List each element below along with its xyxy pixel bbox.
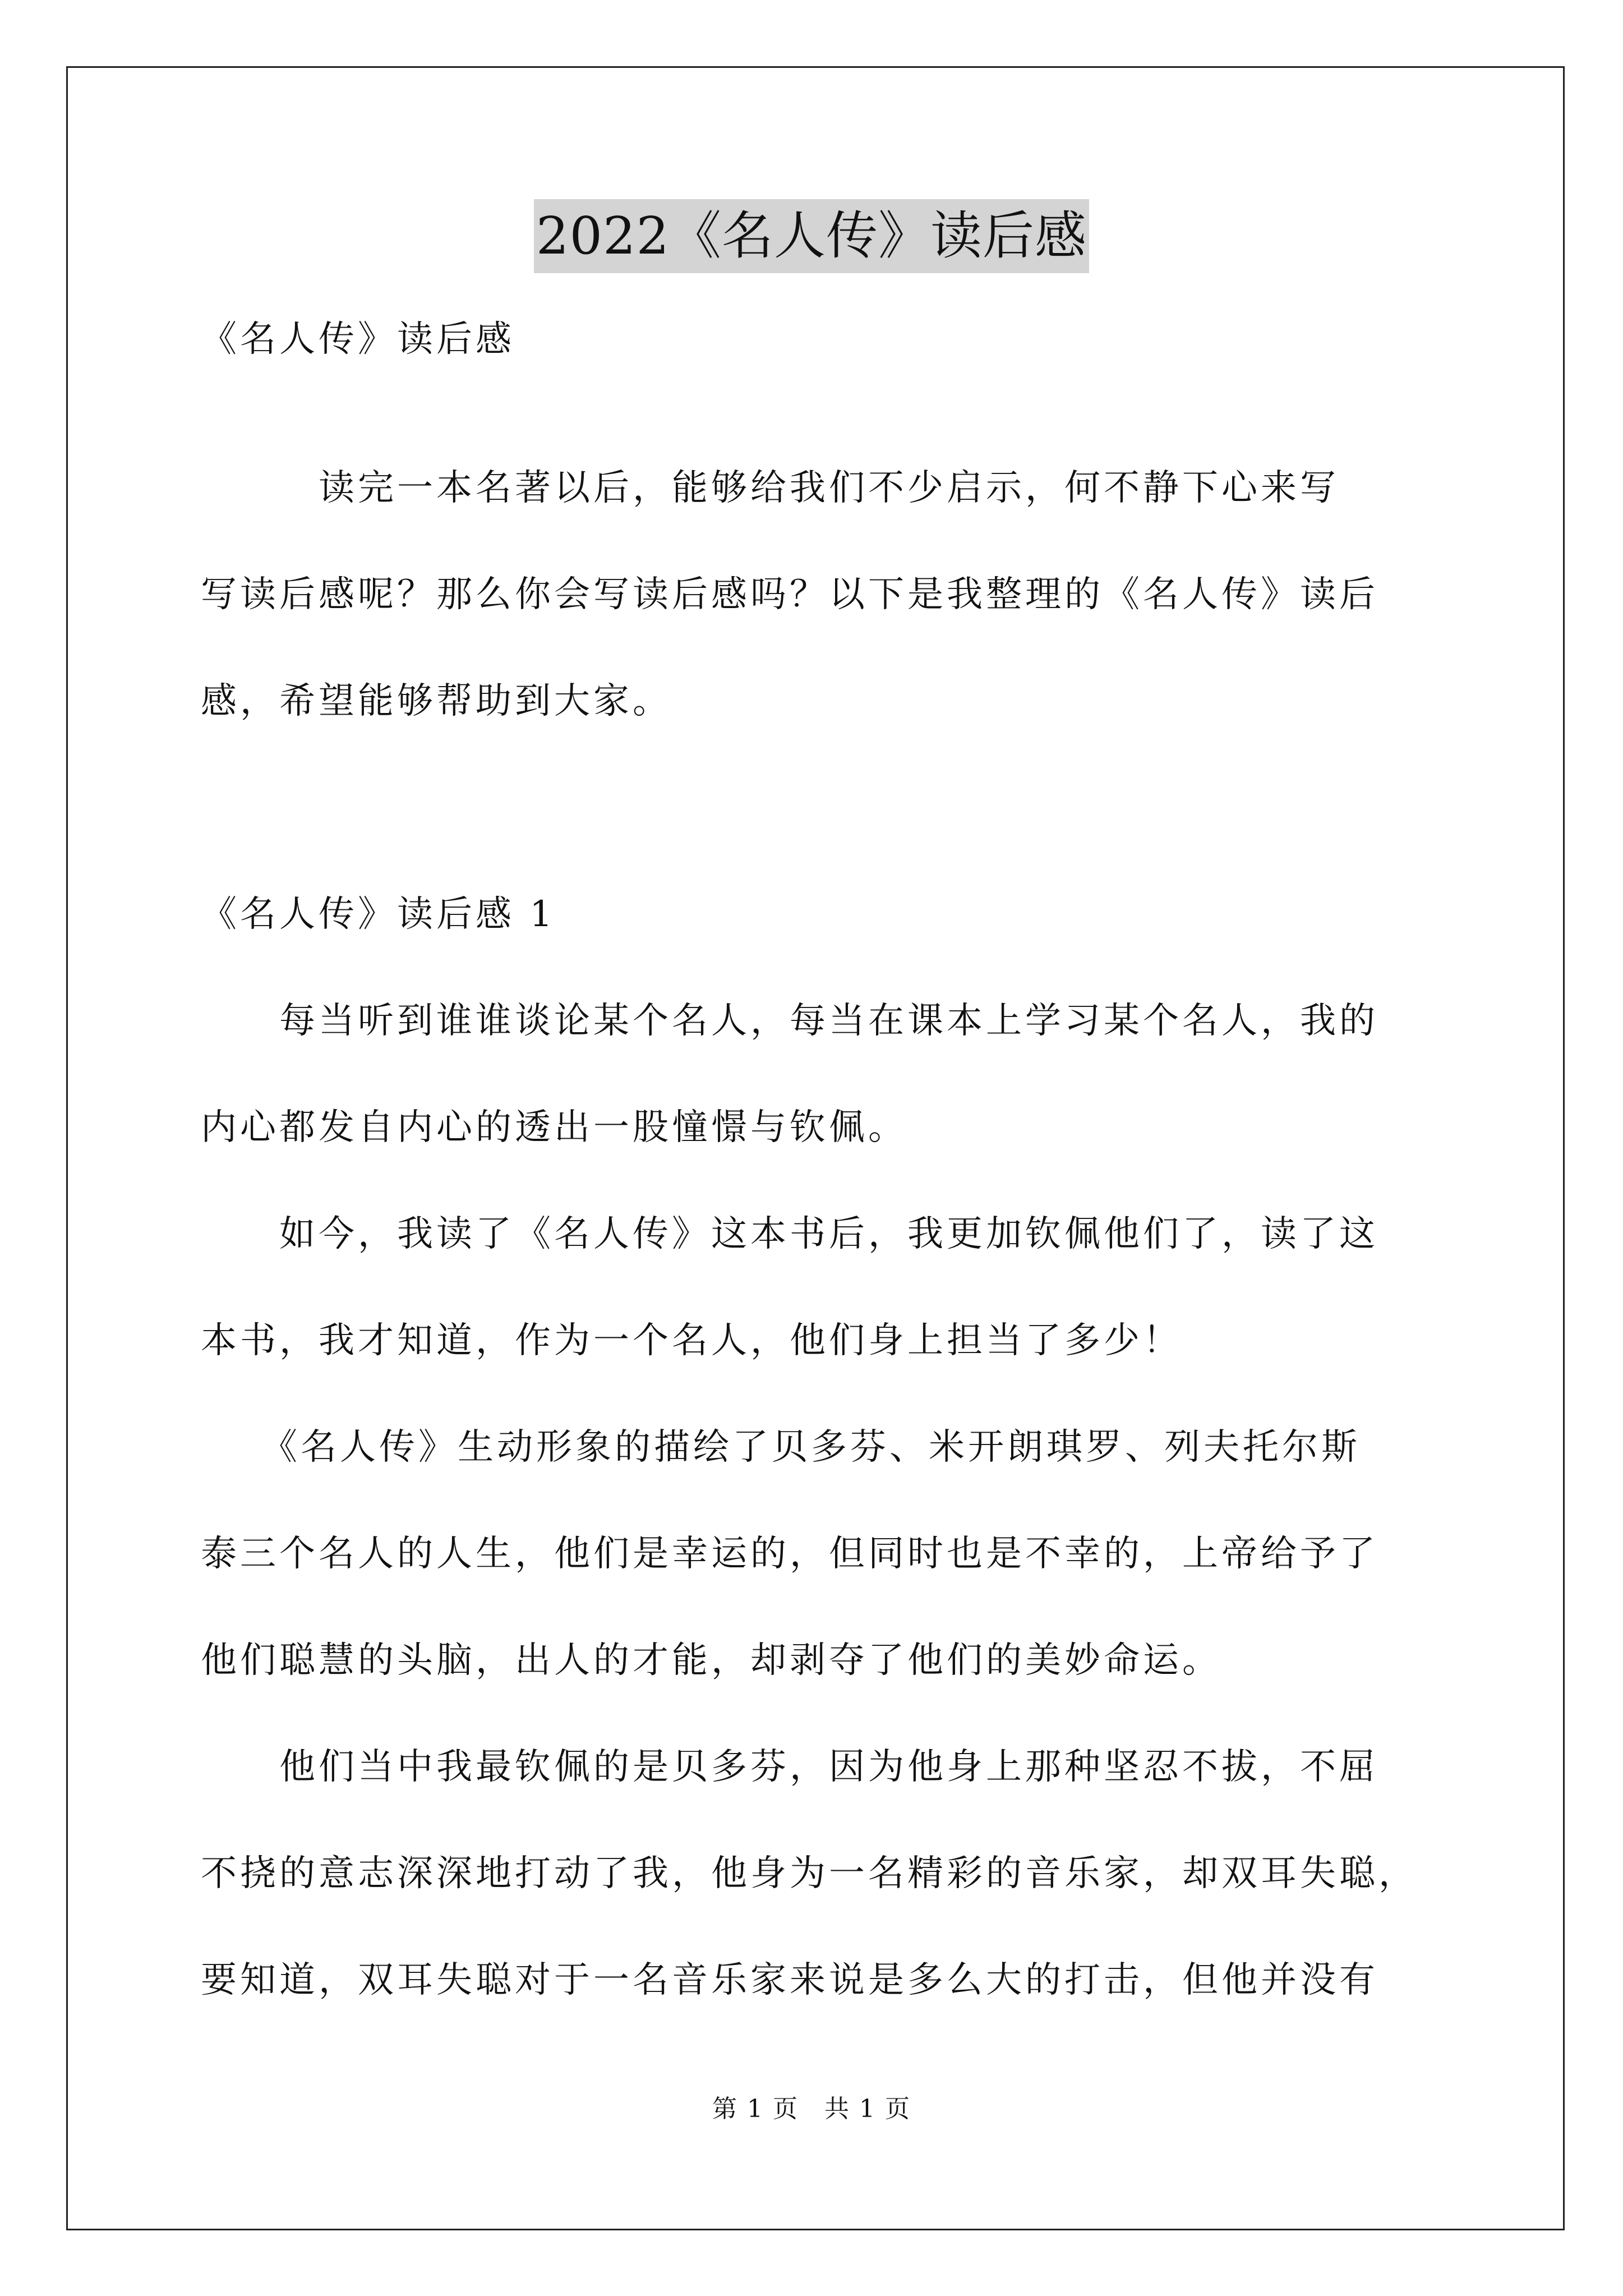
text-line: 读完一本名著以后，能够给我们不少启示，何不静下心来写 — [201, 467, 1339, 509]
text-line: 如今，我读了《名人传》这本书后，我更加钦佩他们了，读了这 — [201, 1213, 1378, 1255]
text-line: 不挠的意志深深地打动了我，他身为一名精彩的音乐家，却双耳失聪， — [201, 1853, 1418, 1894]
text-line: 每当听到谁谁谈论某个名人，每当在课本上学习某个名人，我的 — [201, 1000, 1378, 1042]
page-footer: 第 1 页 共 1 页 — [712, 2095, 911, 2123]
text-line: 写读后感呢？那么你会写读后感吗？以下是我整理的《名人传》读后 — [201, 574, 1378, 615]
text-line: 泰三个名人的人生，他们是幸运的，但同时也是不幸的，上帝给予了 — [201, 1533, 1378, 1575]
document-title: 2022《名人传》读后感 — [534, 199, 1089, 273]
section-heading: 《名人传》读后感 1 — [201, 894, 556, 935]
text-line: 他们当中我最钦佩的是贝多芬，因为他身上那种坚忍不拔，不屈 — [201, 1746, 1378, 1788]
text-line: 《名人传》生动形象的描绘了贝多芬、米开朗琪罗、列夫托尔斯 — [201, 1427, 1361, 1468]
text-line: 感，希望能够帮助到大家。 — [201, 680, 672, 722]
text-line: 内心都发自内心的透出一股憧憬与钦佩。 — [201, 1107, 907, 1148]
document-title-container — [0, 199, 1623, 273]
text-line: 要知道，双耳失聪对于一名音乐家来说是多么大的打击，但他并没有 — [201, 1959, 1378, 2001]
text-line: 本书，我才知道，作为一个名人，他们身上担当了多少！ — [201, 1320, 1182, 1361]
text-line: 他们聪慧的头脑，出人的才能，却剥夺了他们的美妙命运。 — [201, 1640, 1221, 1681]
section-heading: 《名人传》读后感 — [201, 319, 515, 360]
